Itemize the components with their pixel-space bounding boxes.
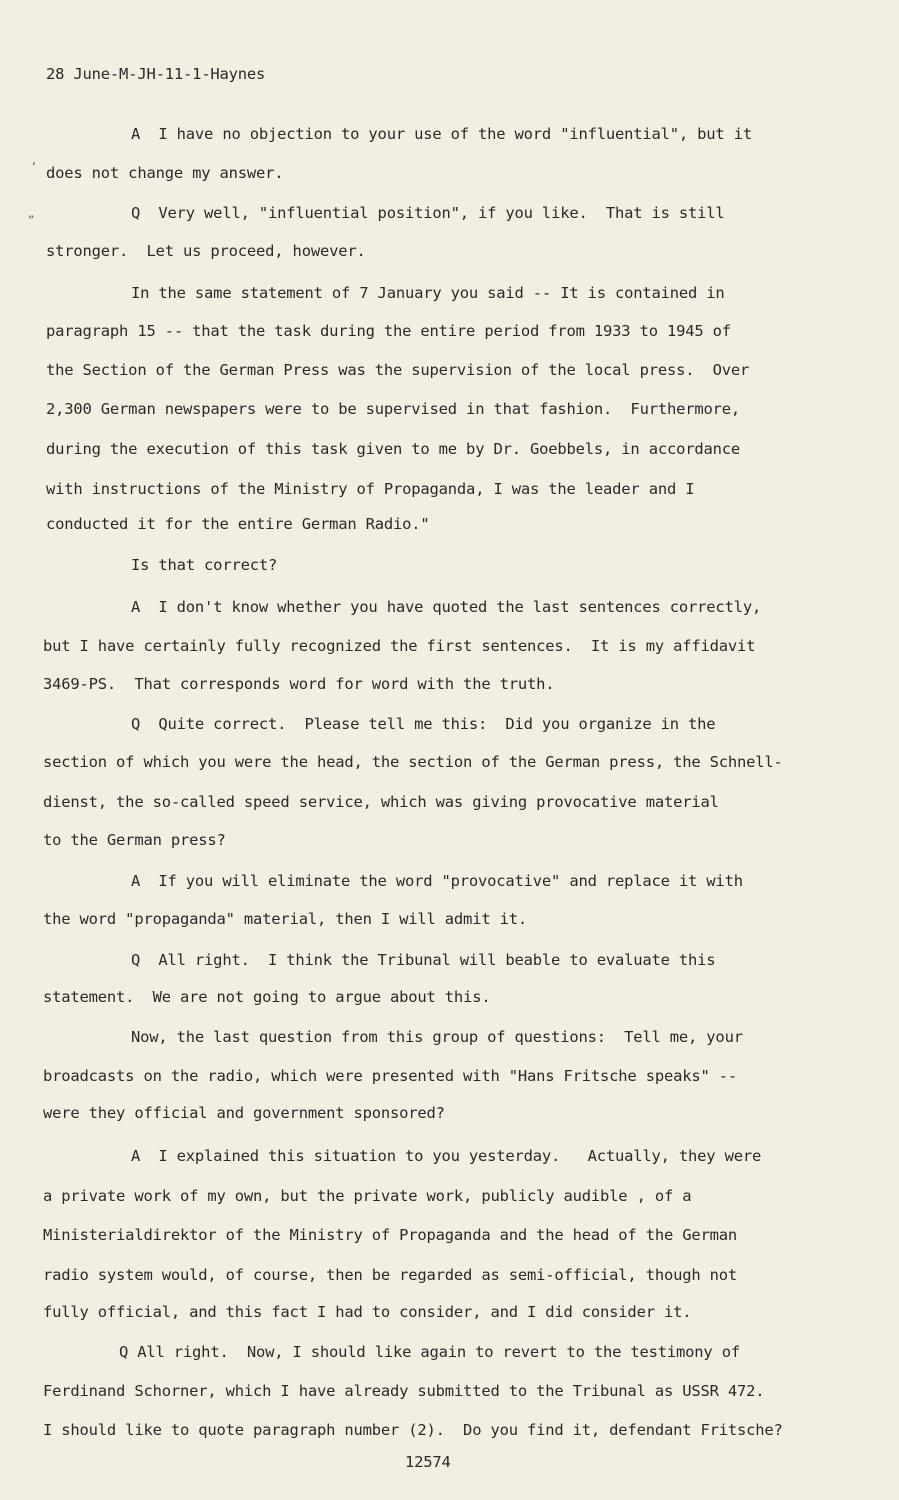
page-header: 28 June-M-JH-11-1-Haynes <box>46 65 266 83</box>
text-line: A If you will eliminate the word "provocative" and replace it with <box>131 872 743 890</box>
margin-mark: „ <box>28 206 35 220</box>
text-line: section of which you were the head, the section of the German press, the Schnell- <box>43 753 783 771</box>
text-line: Ferdinand Schorner, which I have already submitted to the Tribunal as USSR 472. <box>43 1382 765 1400</box>
text-line: Q All right. Now, I should like again to revert to the testimony of <box>119 1343 740 1361</box>
text-line: I should like to quote paragraph number (2). Do you find it, defendant Fritsche? <box>43 1421 783 1439</box>
text-line: Q Quite correct. Please tell me this: Did you organize in the <box>131 715 716 733</box>
text-line: with instructions of the Ministry of Propaganda, I was the leader and I <box>46 480 695 498</box>
text-line: statement. We are not going to argue about this. <box>43 988 491 1006</box>
text-line: broadcasts on the radio, which were presented with "Hans Fritsche speaks" -- <box>43 1067 738 1085</box>
text-line: Ministerialdirektor of the Ministry of Propaganda and the head of the German <box>43 1226 738 1244</box>
text-line: the word "propaganda" material, then I will admit it. <box>43 910 527 928</box>
page-number: 12574 <box>405 1453 451 1471</box>
text-line: conducted it for the entire German Radio." <box>46 515 430 533</box>
text-line: but I have certainly fully recognized the first sentences. It is my affidavit <box>43 637 756 655</box>
text-line: a private work of my own, but the private work, publicly audible , of a <box>43 1187 692 1205</box>
text-line: paragraph 15 -- that the task during the entire period from 1933 to 1945 of <box>46 322 731 340</box>
text-line: A I don't know whether you have quoted the last sentences correctly, <box>131 598 762 616</box>
text-line: during the execution of this task given to me by Dr. Goebbels, in accordance <box>46 440 741 458</box>
text-line: Q All right. I think the Tribunal will beable to evaluate this <box>131 951 716 969</box>
text-line: 3469-PS. That corresponds word for word with the truth. <box>43 675 555 693</box>
text-line: A I explained this situation to you yesterday. Actually, they were <box>131 1147 762 1165</box>
text-line: the Section of the German Press was the supervision of the local press. Over <box>46 361 750 379</box>
text-line: were they official and government sponsored? <box>43 1104 445 1122</box>
text-line: dienst, the so-called speed service, which was giving provocative material <box>43 793 719 811</box>
text-line: radio system would, of course, then be regarded as semi-official, though not <box>43 1266 738 1284</box>
text-line: does not change my answer. <box>46 164 284 182</box>
text-line: to the German press? <box>43 831 226 849</box>
text-line: Is that correct? <box>131 556 278 574</box>
text-line: fully official, and this fact I had to consider, and I did consider it. <box>43 1303 692 1321</box>
text-line: Q Very well, "influential position", if you like. That is still <box>131 204 725 222</box>
text-line: Now, the last question from this group of questions: Tell me, your <box>131 1028 743 1046</box>
text-line: 2,300 German newspapers were to be supervised in that fashion. Furthermore, <box>46 400 741 418</box>
text-line: In the same statement of 7 January you said -- It is contained in <box>131 284 725 302</box>
text-line: A I have no objection to your use of the word "influential", but it <box>131 125 752 143</box>
margin-mark: ‘ <box>32 160 36 174</box>
text-line: stronger. Let us proceed, however. <box>46 242 366 260</box>
